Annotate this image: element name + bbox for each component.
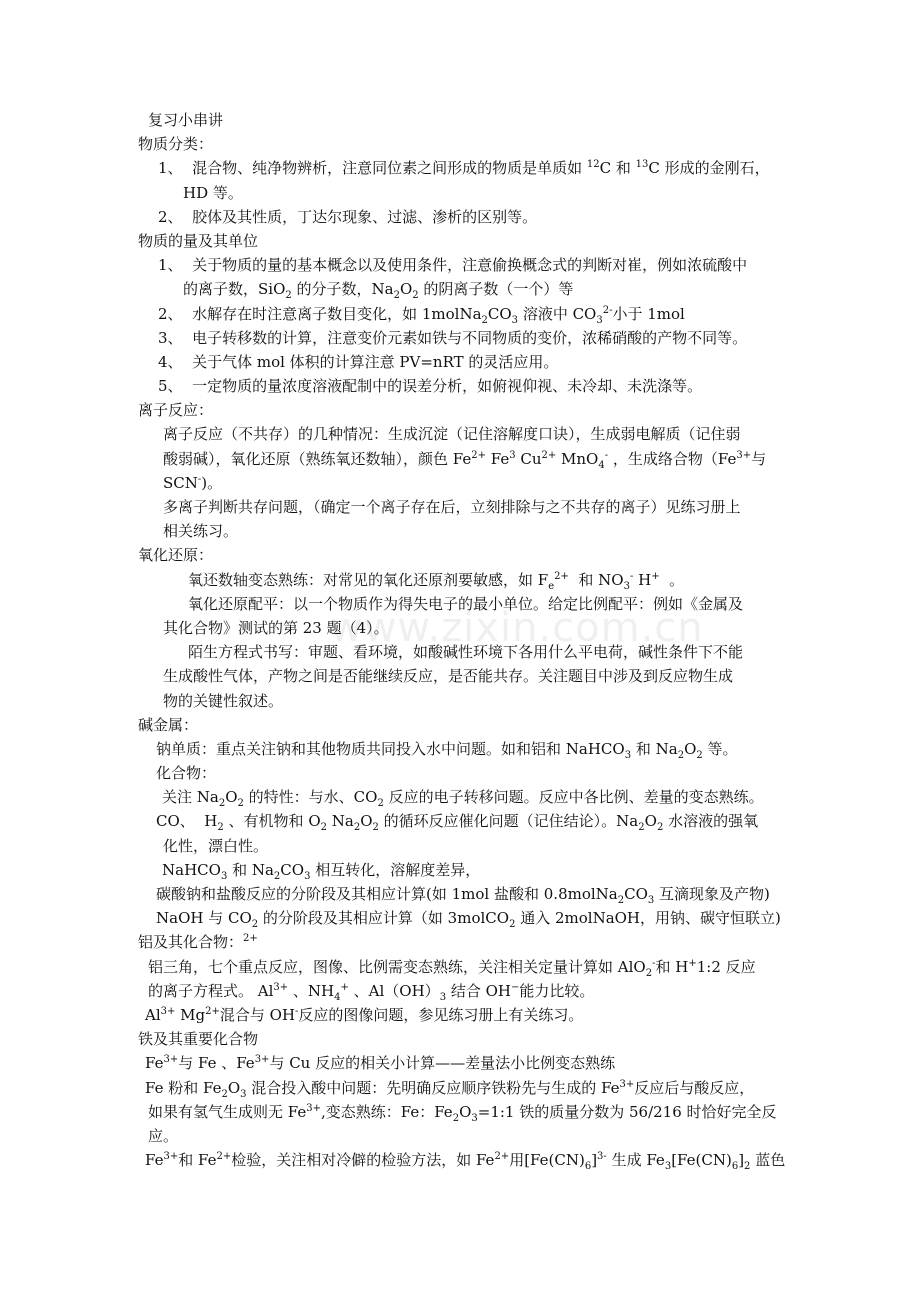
text-line: [0, 1051, 920, 1075]
line-text: 2、 水解存在时注意离子数目变化，如 $1molNa_2CO_3$ 溶液中 $CO_3^{2-}$小于 1mol: [158, 304, 685, 326]
text-line: [0, 302, 920, 326]
line-text: $Fe^{3+}$和 $Fe^{2+}$检验，关注相对冷僻的检验方法，如 $Fe^{2+}$用$[Fe(CN)_6]^{3-}$ 生成 $Fe_3[Fe(CN)_6]_2$ 蓝色: [145, 1151, 786, 1173]
text-line: [0, 568, 920, 592]
line-text: 应。: [148, 1126, 179, 1145]
text-line: [0, 1148, 920, 1172]
text-line: [0, 374, 920, 398]
line-text: 碳酸钠和盐酸反应的分阶段及其相应计算(如 1mol 盐酸和 $0.8molNa_2CO_3$ 互滴现象及产物): [156, 885, 770, 906]
line-text: SCN-)。: [163, 473, 223, 492]
text-line: [0, 785, 920, 809]
line-text: 生成酸性气体，产物之间是否能继续反应，是否能共存。关注题目中涉及到反应物生成: [163, 667, 734, 686]
line-text: $Al^{3+}$ $Mg^{2+}$混合与 OH-反应的图像问题，参见练习册上有关练习。: [145, 1005, 584, 1024]
text-line: [0, 930, 920, 954]
text-line: [0, 858, 920, 882]
line-text: 物质分类：: [138, 135, 214, 154]
text-line: [0, 398, 920, 422]
watermark: www.zixin.com.cn: [330, 605, 704, 651]
line-text: 钠单质：重点关注钠和其他物质共同投入水中问题。如和铝和 NaHCO$_3$ 和 $Na_2O_2$ 等。: [156, 739, 738, 761]
line-text: 氧化还原：: [138, 546, 214, 565]
text-line: [0, 1100, 920, 1124]
text-line: [0, 979, 920, 1003]
text-line: [0, 664, 920, 688]
line-text: 离子反应：: [138, 401, 214, 420]
line-text: 陌生方程式书写：审题、看环境，如酸碱性环境下各用什么平电荷，碱性条件下不能: [188, 643, 744, 662]
text-line: [0, 205, 920, 229]
text-line: [0, 543, 920, 567]
line-text: HD 等。: [183, 183, 243, 202]
text-line: [0, 253, 920, 277]
text-line: [0, 132, 920, 156]
line-text: 碱金属：: [138, 715, 199, 734]
line-text: 铝及其化合物：$^{2+}$: [138, 933, 258, 952]
line-text: 多离子判断共存问题，（确定一个离子存在后，立刻排除与之不共存的离子）见练习册上: [163, 498, 741, 516]
line-text: 如果有氢气生成则无 $Fe^{3+}$,变态熟练：Fe：$Fe_2O_3=1:1$ 铁的质量分数为 56/216 时恰好完全反: [148, 1102, 777, 1124]
text-line: [0, 156, 920, 180]
text-line: [0, 689, 920, 713]
text-line: [0, 1003, 920, 1027]
line-text: 5、 一定物质的量浓度溶液配制中的误差分析，如俯视仰视、未冷却、未洗涤等。: [158, 377, 703, 396]
line-text: 1、 关于物质的量的基本概念以及使用条件，注意偷换概念式的判断对崔，例如浓硫酸中: [158, 256, 748, 275]
line-text: 离子反应（不共存）的几种情况：生成沉淀（记住溶解度口诀），生成弱电解质（记住弱: [163, 425, 741, 444]
line-text: 的离子数，SiO$_2$ 的分子数，$Na_2O_2$ 的阴离子数（一个）等: [183, 280, 574, 302]
text-line: [0, 737, 920, 761]
text-line: [0, 761, 920, 785]
text-line: [0, 906, 920, 930]
text-line: [0, 1027, 920, 1051]
text-line: [0, 809, 920, 833]
line-text: 2、 胶体及其性质，丁达尔现象、过滤、渗析的区别等。: [158, 207, 538, 226]
line-text: 的离子方程式。 $Al^{3+}$ 、$NH_4^+$ 、$Al(OH)_3$ 结合 OH−能力比较。: [148, 981, 595, 1003]
text-line: [0, 447, 920, 471]
line-text: Fe 粉和 $Fe_2O_3$ 混合投入酸中问题：先明确反应顺序铁粉先与生成的 $Fe^{3+}$反应后与酸反应，: [145, 1078, 755, 1100]
text-line: [0, 1076, 920, 1100]
text-line: [0, 713, 920, 737]
text-line: [0, 471, 920, 495]
line-text: 物的关键性叙述。: [163, 691, 284, 710]
line-text: NaHCO$_3$ 和 $Na_2CO_3$ 相互转化，溶解度差异，: [162, 860, 481, 882]
line-text: 物质的量及其单位: [138, 231, 259, 250]
text-line: [0, 955, 920, 979]
text-line: [0, 1124, 920, 1148]
line-text: $Fe^{3+}$与 Fe 、$Fe^{3+}$与 Cu 反应的相关小计算——差量法小比例变态熟练: [145, 1054, 616, 1073]
text-line: [0, 422, 920, 446]
line-text: 铝三角，七个重点反应，图像、比例需变态熟练，关注相关定量计算如 AlO$_2$-和 H+1:2 反应: [148, 957, 756, 979]
text-line: [0, 229, 920, 253]
text-line: [0, 277, 920, 301]
line-text: 其化合物》测试的第 23 题（4）。: [163, 618, 389, 637]
line-text: NaOH 与 $CO_2$ 的分阶段及其相应计算（如 3molCO$_2$ 通入 2molNaOH，用钠、碳守恒联立): [156, 909, 781, 931]
line-text: 氧还数轴变态熟练：对常见的氧化还原剂要敏感，如 $F_e^{2+}$ 和 $NO_3^-$ H+ 。: [188, 570, 685, 592]
text-line: [0, 495, 920, 519]
line-text: CO、 $H_2$ 、有机物和 $O_2$ $Na_2O_2$ 的循环反应催化问题（记住结论）。$Na_2O_2$ 水溶液的强氧: [156, 812, 759, 834]
line-text: 相关练习。: [163, 522, 239, 541]
line-text: 氧化还原配平：以一个物质作为得失电子的最小单位。给定比例配平：例如《金属及: [188, 594, 744, 613]
line-text: 化性，漂白性。: [163, 836, 269, 855]
line-text: 复习小串讲: [148, 111, 224, 129]
text-line: [0, 882, 920, 906]
text-line: [0, 181, 920, 205]
line-text: 4、 关于气体 mol 体积的计算注意 PV=nRT 的灵活应用。: [158, 352, 559, 371]
text-line: [0, 519, 920, 543]
line-text: 3、 电子转移数的计算，注意变价元素如铁与不同物质的变价，浓稀硝酸的产物不同等。: [158, 328, 748, 347]
line-text: 铁及其重要化合物: [138, 1030, 259, 1049]
text-line: [0, 834, 920, 858]
text-line: [0, 350, 920, 374]
text-line: [0, 326, 920, 350]
line-text: 化合物：: [156, 764, 217, 783]
text-line: [0, 108, 920, 132]
line-text: 酸弱碱），氧化还原（熟练氧还数轴），颜色 $Fe^{2+}$ Fe$^3$ $Cu^{2+}$ MnO$_4$- ，生成络合物（$Fe^{3+}$与: [163, 449, 767, 471]
line-text: 1、 混合物、纯净物辨析，注意同位素之间形成的物质是单质如 $^{12}$C 和 $^{13}$C 形成的金刚石，: [158, 159, 770, 178]
line-text: 关注 $Na_2O_2$ 的特性：与水、$CO_2$ 反应的电子转移问题。反应中各比例、差量的变态熟练。: [162, 788, 764, 810]
